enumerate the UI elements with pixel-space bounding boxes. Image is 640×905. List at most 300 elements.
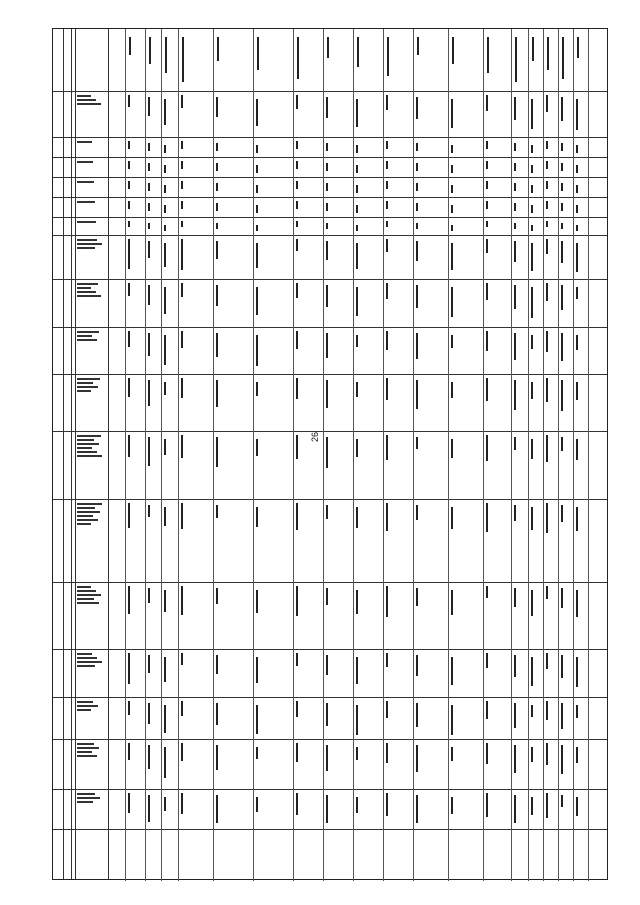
- table-column-divider: [213, 29, 214, 881]
- cell-value: [486, 283, 488, 300]
- table-row-divider: [53, 279, 607, 280]
- cell-value: [216, 588, 218, 604]
- cell-value: [514, 285, 516, 309]
- row-description: [77, 653, 105, 669]
- cell-value: [148, 285, 150, 305]
- cell-value: [531, 205, 533, 213]
- cell-value: [514, 183, 516, 191]
- cell-value: [546, 221, 548, 227]
- cell-value: [148, 143, 150, 151]
- cell-value: [256, 590, 258, 613]
- cell-value: [486, 221, 488, 227]
- table-row-divider: [53, 91, 607, 92]
- cell-value: [561, 588, 563, 608]
- cell-value: [531, 507, 533, 530]
- cell-value: [451, 439, 453, 458]
- cell-value: [181, 221, 183, 227]
- cell-value: [216, 163, 218, 171]
- cell-value: [356, 185, 358, 193]
- table-column-divider: [543, 29, 544, 881]
- cell-value: [216, 655, 218, 674]
- column-header: [417, 37, 419, 55]
- row-description: [77, 331, 105, 343]
- cell-value: [256, 747, 258, 759]
- table-row-divider: [53, 499, 607, 500]
- cell-value: [356, 747, 358, 760]
- cell-value: [256, 382, 258, 396]
- cell-value: [356, 590, 358, 614]
- cell-value: [576, 185, 578, 193]
- cell-value: [128, 95, 130, 107]
- cell-value: [256, 287, 258, 315]
- cell-value: [546, 201, 548, 209]
- cell-value: [164, 99, 166, 125]
- table-column-divider: [125, 29, 126, 881]
- cell-value: [486, 586, 488, 598]
- cell-value: [164, 705, 166, 733]
- cell-value: [416, 285, 418, 308]
- cell-value: [216, 143, 218, 151]
- cell-value: [181, 239, 183, 270]
- cell-value: [416, 241, 418, 261]
- cell-value: [128, 201, 130, 209]
- cell-value: [181, 331, 183, 348]
- cell-value: [128, 331, 130, 347]
- cell-value: [296, 701, 298, 717]
- cell-value: [216, 97, 218, 117]
- table-row-divider: [53, 697, 607, 698]
- cell-value: [181, 503, 183, 529]
- cell-value: [128, 435, 130, 457]
- cell-value: [181, 283, 183, 297]
- cell-value: [416, 183, 418, 191]
- cell-value: [386, 239, 388, 252]
- column-header: [149, 37, 151, 64]
- cell-value: [561, 241, 563, 263]
- cell-value: [451, 705, 453, 735]
- cell-value: [256, 657, 258, 683]
- cell-value: [451, 507, 453, 529]
- cell-value: [326, 143, 328, 151]
- table-row-divider: [53, 739, 607, 740]
- cell-value: [128, 793, 130, 813]
- cell-value: [356, 507, 358, 528]
- cell-value: [576, 99, 578, 130]
- cell-value: [561, 795, 563, 807]
- cell-value: [216, 703, 218, 725]
- cell-value: [148, 795, 150, 822]
- column-header: [387, 37, 389, 76]
- cell-value: [296, 743, 298, 762]
- table-column-divider: [448, 29, 449, 881]
- cell-value: [451, 747, 453, 761]
- cell-value: [181, 586, 183, 615]
- cell-value: [256, 205, 258, 213]
- cell-value: [326, 183, 328, 191]
- cell-value: [356, 165, 358, 173]
- table-column-divider: [528, 29, 529, 881]
- cell-value: [561, 655, 563, 678]
- cell-value: [561, 380, 563, 411]
- cell-value: [356, 657, 358, 684]
- cell-value: [216, 241, 218, 259]
- cell-value: [296, 221, 298, 227]
- cell-value: [386, 435, 388, 460]
- row-description: [77, 503, 105, 527]
- cell-value: [546, 141, 548, 149]
- cell-value: [386, 701, 388, 718]
- column-header: [297, 37, 299, 79]
- cell-value: [531, 145, 533, 153]
- row-description: [77, 743, 105, 759]
- cell-value: [181, 95, 183, 108]
- cell-value: [531, 99, 533, 129]
- cell-value: [514, 703, 516, 728]
- table-row-divider: [53, 649, 607, 650]
- cell-value: [386, 283, 388, 299]
- cell-value: [514, 143, 516, 151]
- cell-value: [164, 797, 166, 811]
- row-description: [77, 701, 105, 713]
- cell-value: [181, 701, 183, 716]
- cell-value: [164, 657, 166, 682]
- table-column-divider: [178, 29, 179, 881]
- cell-value: [296, 161, 298, 169]
- cell-value: [416, 143, 418, 151]
- cell-value: [416, 163, 418, 171]
- cell-value: [576, 165, 578, 173]
- cell-value: [546, 331, 548, 352]
- column-header: [452, 37, 454, 64]
- table-row-divider: [53, 177, 607, 178]
- cell-value: [164, 382, 166, 395]
- cell-value: [326, 97, 328, 118]
- cell-value: [356, 205, 358, 213]
- table-row-divider: [53, 235, 607, 236]
- cell-value: [128, 701, 130, 715]
- table-row-divider: [53, 789, 607, 790]
- cell-value: [164, 590, 166, 612]
- cell-value: [546, 653, 548, 669]
- cell-value: [326, 655, 328, 675]
- cell-value: [216, 745, 218, 770]
- cell-value: [216, 333, 218, 357]
- cell-value: [531, 225, 533, 231]
- cell-value: [128, 503, 130, 528]
- cell-value: [576, 287, 578, 299]
- cell-value: [386, 743, 388, 763]
- cell-value: [451, 335, 453, 348]
- cell-value: [356, 705, 358, 735]
- cell-value: [386, 161, 388, 169]
- cell-value: [531, 797, 533, 815]
- cell-value: [148, 333, 150, 356]
- cell-value: [256, 335, 258, 366]
- cell-value: [128, 743, 130, 760]
- cell-value: [486, 95, 488, 111]
- cell-value: [416, 437, 418, 449]
- cell-value: [128, 161, 130, 169]
- cell-value: [451, 185, 453, 193]
- row-description: [77, 95, 105, 107]
- cell-value: [514, 745, 516, 773]
- cell-value: [416, 745, 418, 772]
- cell-value: [576, 205, 578, 213]
- table-row-divider: [53, 829, 607, 830]
- cell-value: [181, 793, 183, 814]
- cell-value: [451, 225, 453, 231]
- row-description: [77, 181, 105, 185]
- cell-value: [356, 225, 358, 231]
- cell-value: [486, 435, 488, 461]
- table-row-divider: [53, 197, 607, 198]
- cell-value: [356, 335, 358, 347]
- row-description: [77, 283, 105, 299]
- cell-value: [326, 285, 328, 307]
- cell-value: [514, 241, 516, 262]
- cell-value: [486, 201, 488, 209]
- cell-value: [296, 378, 298, 399]
- cell-value: [256, 439, 258, 456]
- cell-value: [576, 507, 578, 531]
- cell-value: [514, 437, 516, 450]
- cell-value: [164, 145, 166, 153]
- cell-value: [326, 380, 328, 408]
- table-column-divider: [588, 29, 589, 881]
- cell-value: [546, 378, 548, 402]
- cell-value: [576, 335, 578, 350]
- cell-value: [296, 239, 298, 251]
- cell-value: [148, 703, 150, 724]
- cell-value: [416, 97, 418, 119]
- cell-value: [164, 205, 166, 213]
- cell-value: [256, 243, 258, 268]
- cell-value: [356, 439, 358, 457]
- column-header: [217, 37, 219, 61]
- cell-value: [531, 185, 533, 193]
- cell-value: [486, 239, 488, 253]
- cell-value: [386, 221, 388, 227]
- cell-value: [326, 203, 328, 211]
- cell-value: [546, 586, 548, 599]
- table-column-divider: [413, 29, 414, 881]
- table-row-divider: [53, 137, 607, 138]
- page-number: 26: [310, 431, 321, 443]
- column-header: [577, 37, 579, 58]
- cell-value: [486, 503, 488, 532]
- cell-value: [514, 333, 516, 360]
- cell-value: [561, 285, 563, 310]
- cell-value: [326, 223, 328, 229]
- cell-value: [296, 141, 298, 149]
- cell-value: [486, 161, 488, 169]
- cell-value: [561, 505, 563, 522]
- row-description: [77, 201, 105, 205]
- cell-value: [451, 287, 453, 317]
- cell-value: [531, 165, 533, 173]
- cell-value: [546, 743, 548, 765]
- cell-value: [416, 588, 418, 606]
- cell-value: [326, 745, 328, 771]
- cell-value: [486, 793, 488, 817]
- cell-value: [386, 503, 388, 531]
- table-column-divider: [383, 29, 384, 881]
- cell-value: [148, 97, 150, 116]
- cell-value: [416, 380, 418, 409]
- cell-value: [514, 380, 516, 410]
- cell-value: [164, 507, 166, 526]
- cell-value: [256, 185, 258, 193]
- cell-value: [486, 181, 488, 189]
- cell-value: [148, 203, 150, 211]
- cell-value: [514, 97, 516, 120]
- cell-value: [148, 588, 150, 603]
- column-header: [182, 37, 184, 82]
- cell-value: [216, 505, 218, 518]
- table-row-divider: [53, 431, 607, 432]
- cell-value: [546, 503, 548, 533]
- cell-value: [148, 380, 150, 406]
- cell-value: [576, 657, 578, 687]
- cell-value: [576, 243, 578, 272]
- cell-value: [486, 743, 488, 764]
- cell-value: [451, 797, 453, 814]
- table-row-divider: [53, 157, 607, 158]
- cell-value: [546, 283, 548, 301]
- table-row-divider: [53, 327, 607, 328]
- cell-value: [181, 743, 183, 761]
- cell-value: [416, 223, 418, 229]
- cell-value: [256, 705, 258, 734]
- cell-value: [576, 590, 578, 617]
- row-description: [77, 793, 105, 805]
- cell-value: [256, 99, 258, 126]
- cell-value: [296, 331, 298, 349]
- cell-value: [576, 145, 578, 153]
- cell-value: [216, 285, 218, 306]
- cell-value: [128, 378, 130, 397]
- table-column-divider: [483, 29, 484, 881]
- cell-value: [576, 382, 578, 400]
- cell-value: [531, 590, 533, 616]
- column-header: [257, 37, 259, 70]
- cell-value: [296, 435, 298, 459]
- table-column-divider: [293, 29, 294, 881]
- column-header: [129, 37, 131, 55]
- cell-value: [386, 586, 388, 617]
- cell-value: [576, 705, 578, 718]
- cell-value: [561, 163, 563, 171]
- cell-value: [256, 797, 258, 812]
- table-column-divider: [145, 29, 146, 881]
- cell-value: [256, 165, 258, 173]
- cell-value: [326, 437, 328, 468]
- cell-value: [296, 793, 298, 815]
- row-description: [77, 435, 105, 459]
- cell-value: [148, 223, 150, 229]
- cell-value: [164, 165, 166, 173]
- cell-value: [164, 747, 166, 778]
- cell-value: [576, 747, 578, 763]
- cell-value: [181, 378, 183, 398]
- cell-value: [386, 793, 388, 816]
- cell-value: [531, 287, 533, 318]
- table-row-divider: [53, 582, 607, 583]
- cell-value: [216, 223, 218, 229]
- cell-value: [148, 183, 150, 191]
- cell-value: [356, 287, 358, 316]
- cell-value: [514, 795, 516, 823]
- cell-value: [561, 143, 563, 151]
- cell-value: [531, 243, 533, 271]
- cell-value: [561, 97, 563, 121]
- cell-value: [576, 797, 578, 816]
- cell-value: [386, 201, 388, 209]
- cell-value: [356, 99, 358, 127]
- cell-value: [514, 588, 516, 607]
- cell-value: [128, 283, 130, 296]
- cell-value: [486, 378, 488, 401]
- cell-value: [576, 225, 578, 231]
- cell-value: [181, 201, 183, 209]
- table-row-divider: [53, 217, 607, 218]
- cell-value: [296, 95, 298, 109]
- cell-value: [216, 437, 218, 467]
- cell-value: [546, 701, 548, 720]
- cell-value: [296, 653, 298, 666]
- cell-value: [451, 657, 453, 685]
- cell-value: [451, 243, 453, 270]
- cell-value: [296, 181, 298, 189]
- cell-value: [356, 243, 358, 269]
- cell-value: [546, 793, 548, 818]
- cell-value: [216, 380, 218, 407]
- column-header: [532, 37, 534, 61]
- cell-value: [531, 335, 533, 349]
- cell-value: [164, 287, 166, 314]
- cell-value: [181, 653, 183, 665]
- cell-value: [561, 203, 563, 211]
- cell-value: [486, 653, 488, 668]
- cell-value: [356, 797, 358, 813]
- cell-value: [181, 161, 183, 169]
- cell-value: [256, 145, 258, 153]
- table-column-divider: [353, 29, 354, 881]
- cell-value: [296, 503, 298, 530]
- row-description: [77, 221, 105, 225]
- cell-value: [164, 335, 166, 365]
- cell-value: [531, 657, 533, 686]
- column-header: [515, 37, 517, 82]
- table-column-divider: [323, 29, 324, 881]
- cell-value: [216, 795, 218, 823]
- cell-value: [416, 203, 418, 211]
- cell-value: [148, 437, 150, 466]
- cell-value: [128, 586, 130, 614]
- cell-value: [326, 795, 328, 823]
- cell-value: [416, 505, 418, 520]
- cell-value: [326, 588, 328, 605]
- cell-value: [128, 141, 130, 149]
- cell-value: [416, 795, 418, 823]
- row-description: [77, 239, 105, 251]
- cell-value: [326, 241, 328, 260]
- cell-value: [561, 437, 563, 451]
- cell-value: [386, 331, 388, 350]
- cell-value: [531, 439, 533, 459]
- cell-value: [148, 745, 150, 769]
- cell-value: [546, 95, 548, 112]
